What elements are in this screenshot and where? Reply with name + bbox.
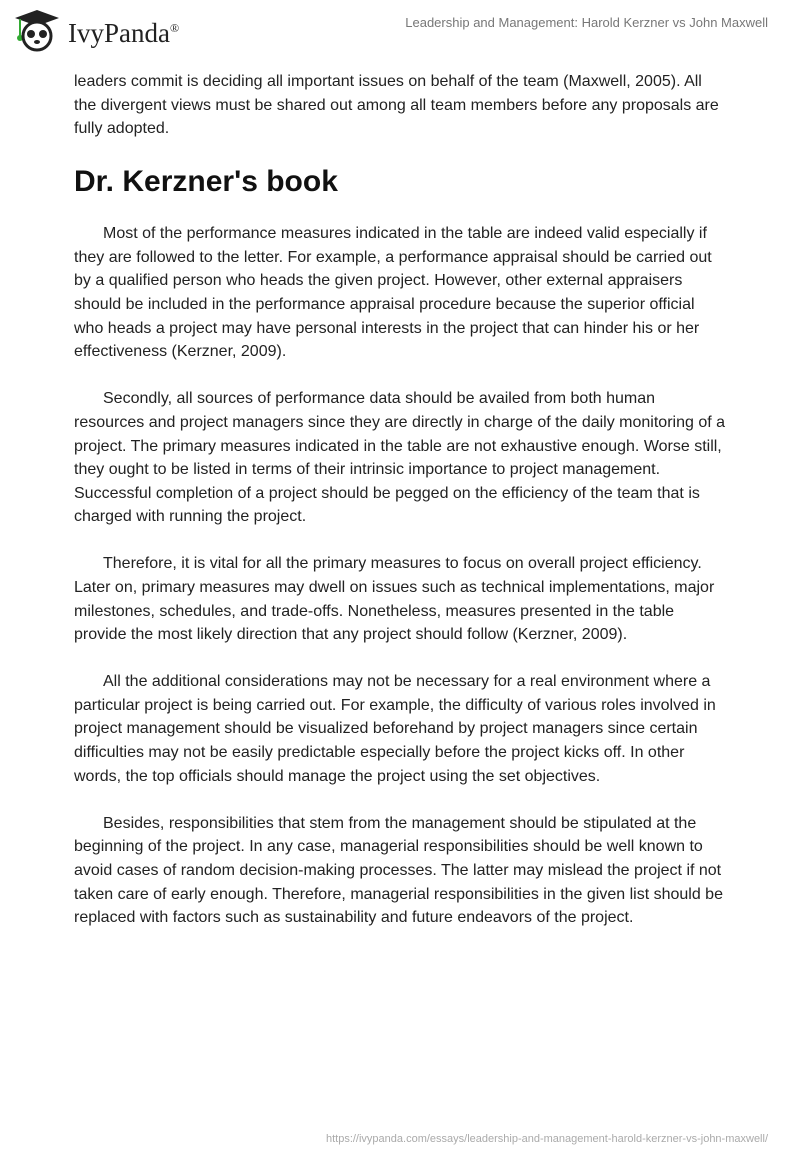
logo-text: IvyPanda® (68, 17, 180, 48)
paragraph: Secondly, all sources of performance data should be availed from both human resources and project managers since they are directly in charge of the daily monitoring of a project. The primary measures indicated in the table are not exhaustive enough. Worse still, they ought to be listed in terms of their intrinsic importance to project management. Successful completion of a project should be pegged on the efficiency of the team that is charged with running the project. (74, 390, 726, 526)
source-url[interactable]: https://ivypanda.com/essays/leadership-and-management-harold-kerzner-vs-john-maxwell/ (325, 1133, 768, 1145)
intro-paragraph: leaders commit is deciding all important issues on behalf of the team (Maxwell, 2005). All the divergent views must be shared out among all team members before any proposals are fully adopted. (74, 73, 719, 138)
section-heading: Dr. Kerzner's book (74, 165, 338, 199)
paragraph: All the additional considerations may not be necessary for a real environment where a particular project is being carried out. For example, the difficulty of various roles involved in project management should be visualized beforehand by project managers since certain difficulties may not be easily predictable especially before the project kicks off. In other words, the top officials should manage the project using the set objectives. (74, 673, 716, 785)
document-title: Leadership and Management: Harold Kerzner vs John Maxwell (405, 15, 768, 30)
ivypanda-logo[interactable] (12, 8, 179, 52)
paragraph: Besides, responsibilities that stem from the management should be stipulated at the beginning of the project. In any case, managerial responsibilities should be well known to avoid cases of random decision-making processes. The latter may mislead the project if not taken care of early enough. Therefore, managerial responsibilities in the given list should be replaced with factors such as sustainability and future endeavors of the project. (74, 814, 723, 927)
panda-graduate-icon (12, 8, 62, 52)
paragraph: Most of the performance measures indicated in the table are indeed valid especially if they are followed to the letter. For example, a performance appraisal should be carried out by a qualified person who heads the given project. However, other external appraisers should be included in the performance appraisal procedure because the superior official who heads a project may have personal interests in the project that can hinder his or her effectiveness (Kerzner, 2009). (74, 225, 712, 361)
page-header (0, 0, 800, 60)
essay-content (74, 70, 726, 953)
paragraph: Therefore, it is vital for all the primary measures to focus on overall project efficiency. Later on, primary measures may dwell on issues such as technical implementations, major milestones, schedules, and trade-offs. Nonetheless, measures presented in the table provide the most likely direction that any project should follow (Kerzner, 2009). (74, 555, 715, 644)
